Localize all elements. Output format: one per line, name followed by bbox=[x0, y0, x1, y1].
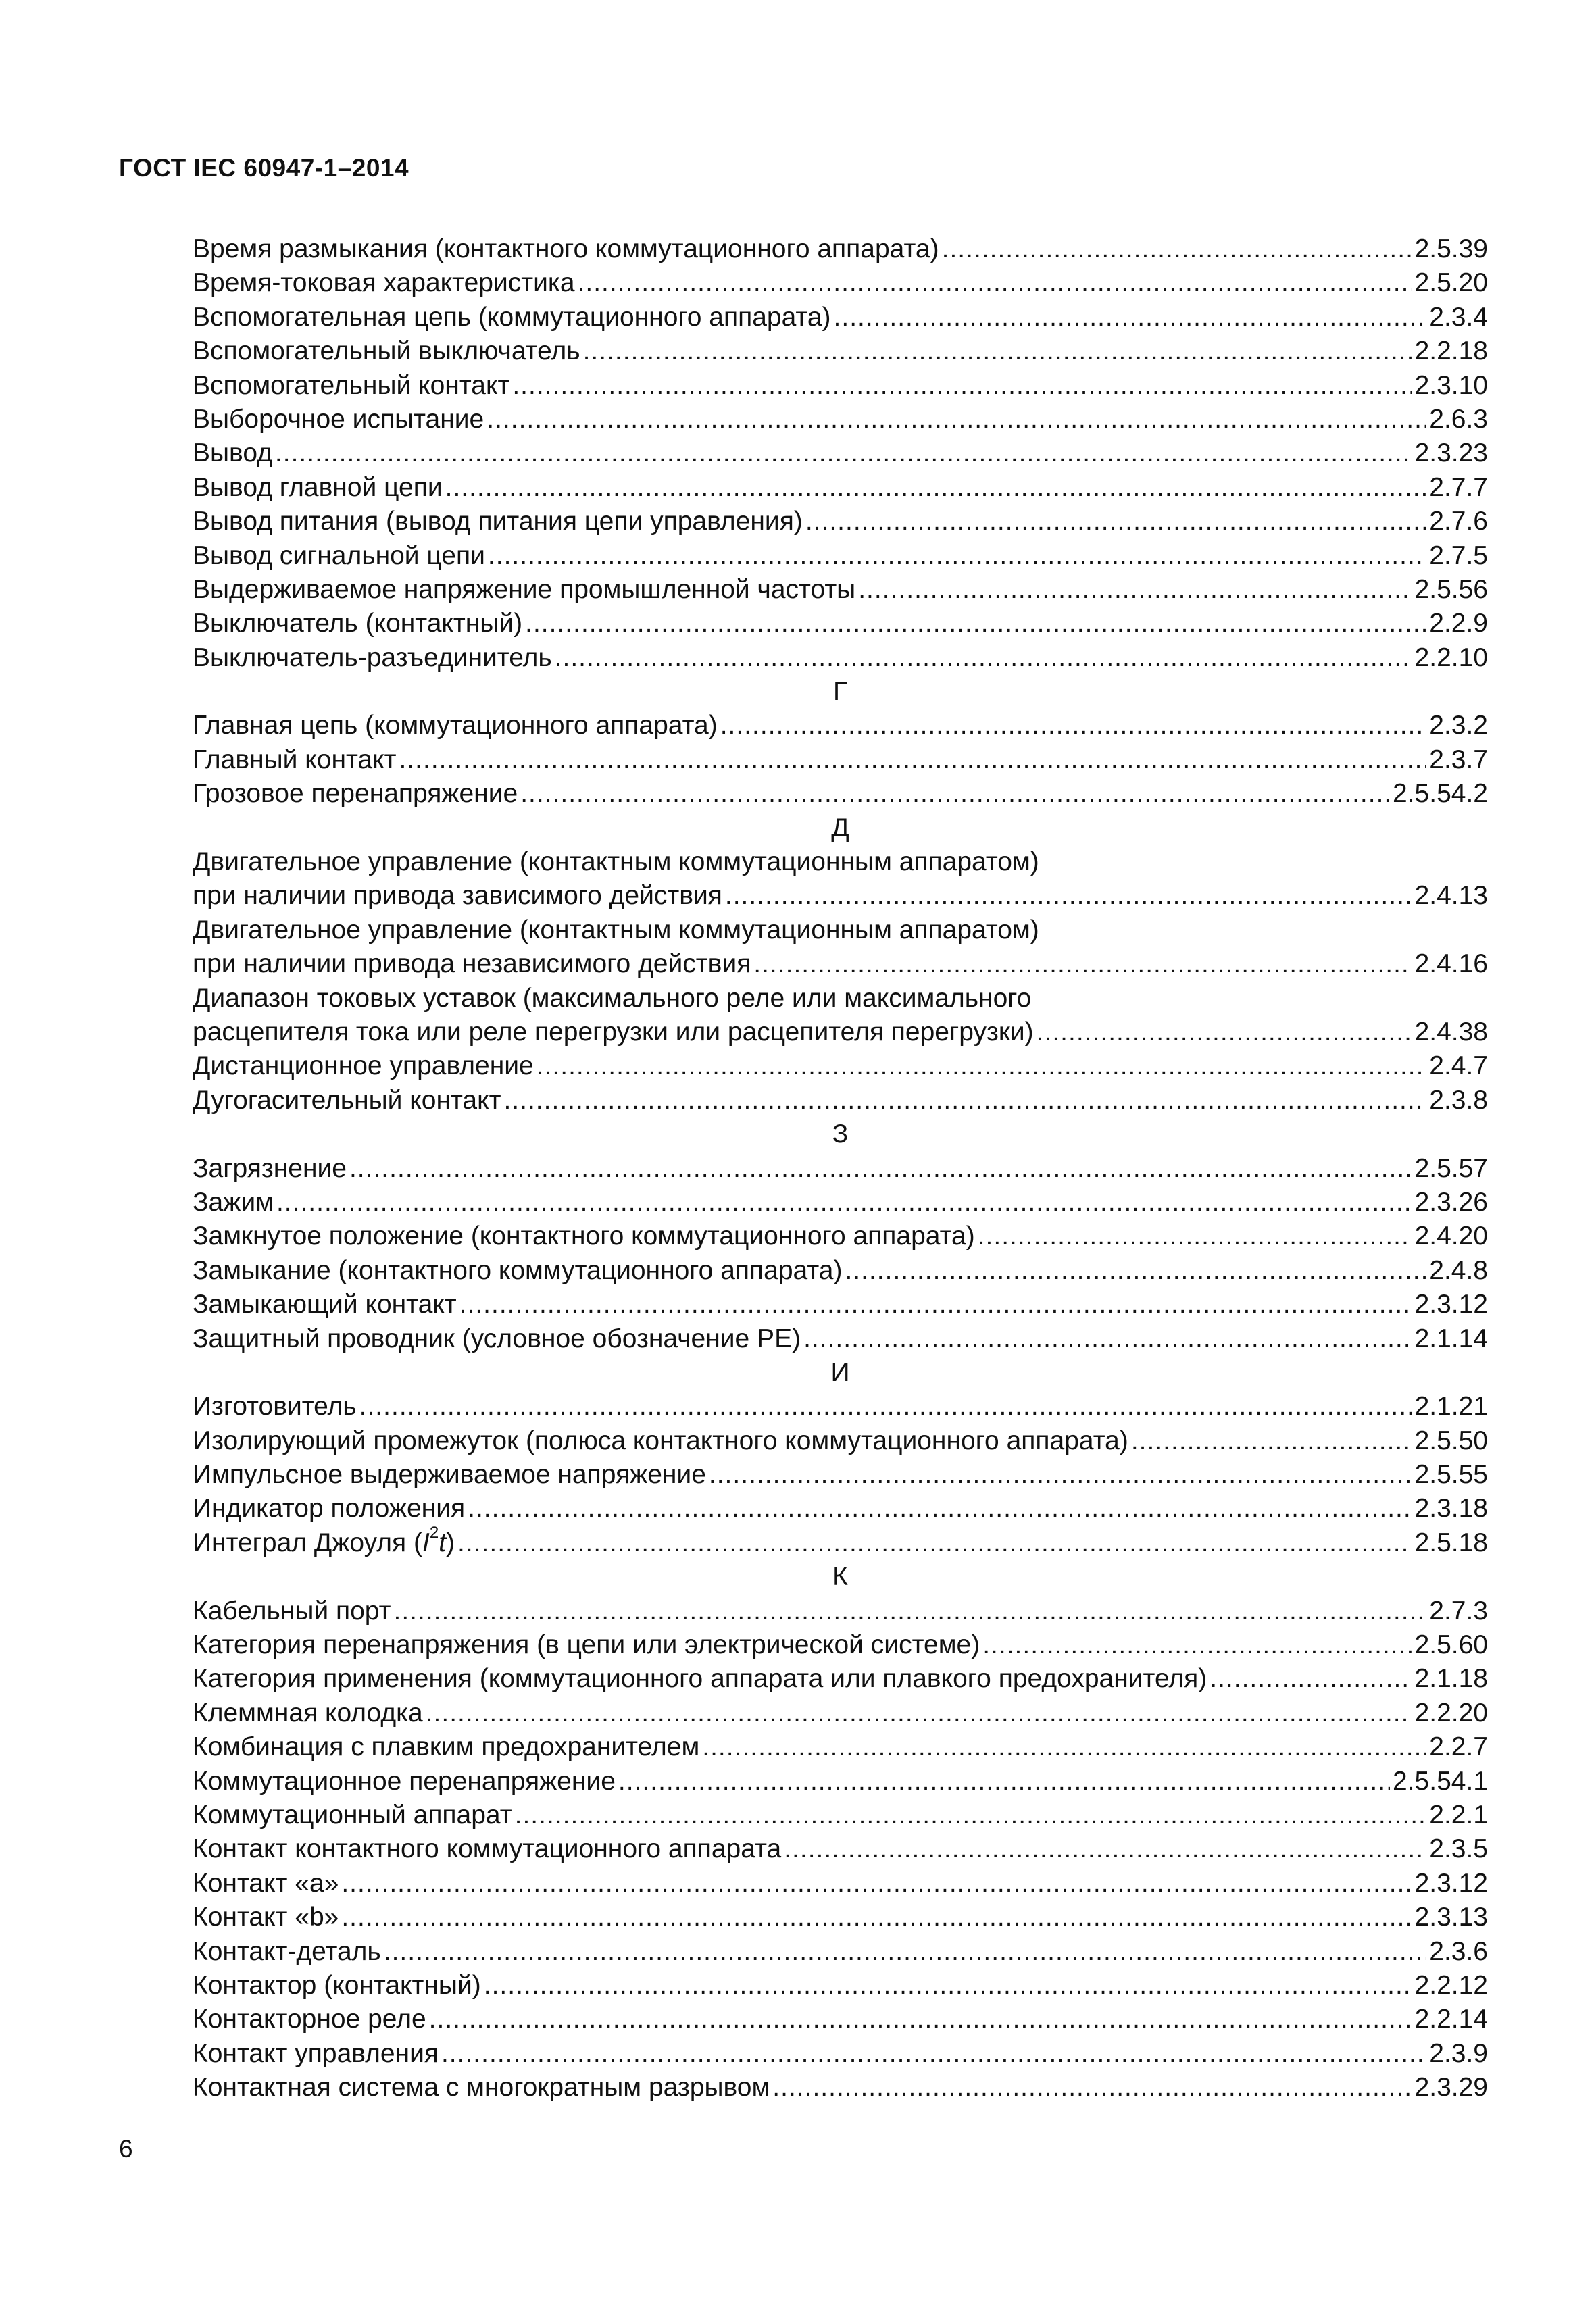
index-entry bbox=[193, 1152, 1488, 1186]
index-term: Коммутационное перенапряжение bbox=[193, 1766, 616, 1796]
index-ref: 2.2.18 bbox=[1414, 336, 1488, 366]
index-ref: 2.2.20 bbox=[1414, 1698, 1488, 1728]
index-term: Время-токовая характеристика bbox=[193, 268, 575, 298]
index-term: Кабельный порт bbox=[193, 1596, 391, 1626]
index-term: Контакт контактного коммутационного аппарата bbox=[193, 1834, 782, 1864]
index-ref: 2.7.7 bbox=[1429, 472, 1488, 502]
index-term: Замыкающий контакт bbox=[193, 1290, 457, 1319]
index-term: Контактная система с многократным разрывом bbox=[193, 2073, 770, 2103]
index-term: Главная цепь (коммутационного аппарата) bbox=[193, 711, 718, 740]
dot-leader bbox=[487, 403, 1426, 436]
index-term: Коммутационный аппарат bbox=[193, 1800, 512, 1830]
index-term: Выключатель (контактный) bbox=[193, 609, 523, 638]
index-ref: 2.3.23 bbox=[1414, 438, 1488, 468]
index-ref: 2.1.18 bbox=[1414, 1664, 1488, 1694]
dot-leader bbox=[784, 1832, 1426, 1866]
index-entry bbox=[193, 1867, 1488, 1901]
index-ref: 2.5.54.1 bbox=[1393, 1766, 1488, 1796]
index-entry bbox=[193, 232, 1488, 266]
index-term: Замкнутое положение (контактного коммутационного аппарата) bbox=[193, 1222, 975, 1251]
index-entry bbox=[193, 1424, 1488, 1458]
dot-leader bbox=[349, 1152, 1412, 1186]
index-ref: 2.4.20 bbox=[1414, 1222, 1488, 1251]
dot-leader bbox=[618, 1765, 1390, 1799]
index-ref: 2.7.5 bbox=[1429, 540, 1488, 570]
index-term: Изолирующий промежуток (полюса контактного коммутационного аппарата) bbox=[193, 1426, 1128, 1455]
index-term: Замыкание (контактного коммутационного аппарата) bbox=[193, 1255, 843, 1285]
dot-leader bbox=[982, 1628, 1412, 1662]
dot-leader bbox=[275, 436, 1412, 470]
index-ref: 2.3.2 bbox=[1429, 711, 1488, 740]
index-term: Категория перенапряжения (в цепи или электрической системе) bbox=[193, 1630, 980, 1660]
index-term: Вывод главной цепи bbox=[193, 472, 443, 502]
index-ref: 2.3.6 bbox=[1429, 1936, 1488, 1966]
index-entry bbox=[193, 1594, 1488, 1628]
letter-label: Д bbox=[831, 813, 849, 842]
index-entry bbox=[193, 436, 1488, 470]
dot-leader bbox=[393, 1594, 1426, 1628]
index-term: Выдерживаемое напряжение промышленной частоты bbox=[193, 574, 856, 604]
index-entry bbox=[193, 1901, 1488, 1934]
index-entry bbox=[193, 301, 1488, 334]
index-ref: 2.2.10 bbox=[1414, 643, 1488, 672]
index-entry bbox=[193, 573, 1488, 607]
index-ref: 2.4.7 bbox=[1429, 1051, 1488, 1081]
index-letter-heading bbox=[193, 1356, 1488, 1390]
index-letter-heading bbox=[193, 811, 1488, 845]
index-entry bbox=[193, 743, 1488, 777]
index-ref: 2.3.13 bbox=[1414, 1903, 1488, 1932]
dot-leader bbox=[1210, 1662, 1412, 1696]
symbol-base: I bbox=[422, 1528, 430, 1557]
index-ref: 2.5.39 bbox=[1414, 234, 1488, 263]
index-entry bbox=[193, 1492, 1488, 1526]
index-entry bbox=[193, 1219, 1488, 1253]
index-term: Дистанционное управление bbox=[193, 1051, 534, 1081]
letter-label: Г bbox=[832, 677, 848, 707]
index-term: Импульсное выдерживаемое напряжение bbox=[193, 1460, 706, 1490]
index-entry bbox=[193, 1799, 1488, 1832]
index-term: Вывод сигнальной цепи bbox=[193, 540, 485, 570]
index-ref: 2.5.55 bbox=[1414, 1460, 1488, 1490]
index-term: Изготовитель bbox=[193, 1392, 357, 1422]
index-ref: 2.3.18 bbox=[1414, 1494, 1488, 1524]
page-number: 6 bbox=[119, 2135, 133, 2163]
dot-leader bbox=[702, 1730, 1426, 1764]
index-term: Клеммная колодка bbox=[193, 1698, 423, 1728]
index-ref: 2.3.12 bbox=[1414, 1868, 1488, 1898]
index-entry bbox=[193, 1458, 1488, 1492]
dot-leader bbox=[459, 1288, 1412, 1322]
dot-leader bbox=[520, 777, 1390, 811]
index-entry bbox=[193, 266, 1488, 300]
index-ref: 2.4.13 bbox=[1414, 881, 1488, 911]
dot-leader bbox=[772, 2071, 1412, 2105]
index-term: Главный контакт bbox=[193, 745, 397, 774]
index-term: Двигательное управление (контактным коммутационным аппаратом) bbox=[193, 847, 1039, 877]
index-ref: 2.3.12 bbox=[1414, 1290, 1488, 1319]
index-entry bbox=[193, 1049, 1488, 1083]
index-ref: 2.2.14 bbox=[1414, 2005, 1488, 2034]
index-entry bbox=[193, 1288, 1488, 1322]
index-ref: 2.2.7 bbox=[1429, 1732, 1488, 1762]
index-entry bbox=[193, 1254, 1488, 1288]
dot-leader bbox=[578, 266, 1412, 300]
index-ref: 2.5.20 bbox=[1414, 268, 1488, 298]
index-entry bbox=[193, 1084, 1488, 1117]
dot-leader bbox=[583, 334, 1412, 368]
dot-leader bbox=[1131, 1424, 1412, 1458]
index-ref: 2.3.9 bbox=[1429, 2038, 1488, 2068]
index-term: Загрязнение bbox=[193, 1153, 347, 1183]
dot-leader bbox=[512, 369, 1412, 403]
index-term: Двигательное управление (контактным коммутационным аппаратом) bbox=[193, 915, 1039, 945]
index-entry bbox=[193, 777, 1488, 811]
index-ref: 2.4.38 bbox=[1414, 1017, 1488, 1047]
index-entry bbox=[193, 471, 1488, 505]
dot-leader bbox=[441, 2037, 1426, 2071]
index-letter-heading bbox=[193, 1560, 1488, 1594]
index-ref: 2.6.3 bbox=[1429, 404, 1488, 434]
dot-leader bbox=[503, 1084, 1426, 1117]
index-entry bbox=[193, 1730, 1488, 1764]
index-entry bbox=[193, 1969, 1488, 2003]
dot-leader bbox=[845, 1254, 1426, 1288]
index-entry bbox=[193, 1390, 1488, 1424]
index-entry bbox=[193, 1523, 1488, 1560]
index-term: Контакт «b» bbox=[193, 1903, 339, 1932]
index-term: Комбинация с плавким предохранителем bbox=[193, 1732, 700, 1762]
index-term: при наличии привода зависимого действия bbox=[193, 881, 722, 911]
index-term bbox=[193, 1523, 455, 1560]
symbol-superscript: 2 bbox=[429, 1523, 439, 1542]
dot-leader bbox=[834, 301, 1427, 334]
index-letter-heading bbox=[193, 1117, 1488, 1151]
index-ref: 2.3.10 bbox=[1414, 370, 1488, 400]
index-term: Вывод bbox=[193, 438, 272, 468]
index-entry bbox=[193, 641, 1488, 675]
index-ref: 2.5.50 bbox=[1414, 1426, 1488, 1455]
dot-leader bbox=[525, 607, 1426, 640]
index-ref: 2.7.3 bbox=[1429, 1596, 1488, 1626]
index-term: Контакт-деталь bbox=[193, 1936, 381, 1966]
dot-leader bbox=[468, 1492, 1412, 1526]
index-term: Зажим bbox=[193, 1187, 274, 1217]
index-entry bbox=[193, 2071, 1488, 2105]
index-ref: 2.4.16 bbox=[1414, 949, 1488, 979]
term-suffix: ) bbox=[446, 1528, 455, 1557]
index-ref: 2.5.18 bbox=[1414, 1528, 1488, 1557]
index-term: Контакт управления bbox=[193, 2038, 439, 2068]
index-ref: 2.5.56 bbox=[1414, 574, 1488, 604]
index-ref: 2.2.9 bbox=[1429, 609, 1488, 638]
index-term: Диапазон токовых уставок (максимального реле или максимального bbox=[193, 983, 1032, 1013]
dot-leader bbox=[515, 1799, 1427, 1832]
index-entry bbox=[193, 2037, 1488, 2071]
dot-leader bbox=[555, 641, 1412, 675]
index-ref: 2.2.12 bbox=[1414, 1970, 1488, 2000]
dot-leader bbox=[276, 1186, 1412, 1219]
index-term: Выборочное испытание bbox=[193, 404, 484, 434]
index-ref: 2.3.7 bbox=[1429, 745, 1488, 774]
index-ref: 2.3.5 bbox=[1429, 1834, 1488, 1864]
index-letter-heading bbox=[193, 675, 1488, 709]
index-ref: 2.1.14 bbox=[1414, 1324, 1488, 1353]
dot-leader bbox=[445, 471, 1427, 505]
dot-leader bbox=[484, 1969, 1412, 2003]
index-entry bbox=[193, 1662, 1488, 1696]
document-header: ГОСТ IEC 60947-1–2014 bbox=[119, 154, 409, 182]
index-entry bbox=[193, 1696, 1488, 1730]
index-ref: 2.3.29 bbox=[1414, 2073, 1488, 2103]
term-prefix: Интеграл Джоуля ( bbox=[193, 1528, 422, 1557]
dot-leader bbox=[341, 1867, 1412, 1901]
index-entry bbox=[193, 403, 1488, 436]
index-entry-line bbox=[193, 913, 1488, 947]
dot-leader bbox=[457, 1526, 1412, 1560]
index-entry bbox=[193, 2003, 1488, 2036]
dot-leader bbox=[429, 2003, 1412, 2036]
index-entry bbox=[193, 334, 1488, 368]
index-entry bbox=[193, 1322, 1488, 1356]
dot-leader bbox=[488, 539, 1426, 573]
index-ref: 2.5.57 bbox=[1414, 1153, 1488, 1183]
dot-leader bbox=[709, 1458, 1412, 1492]
index-term: расцепителя тока или реле перегрузки или расцепителя перегрузки) bbox=[193, 1017, 1034, 1047]
index-entry-line bbox=[193, 982, 1488, 1015]
index-ref: 2.3.26 bbox=[1414, 1187, 1488, 1217]
dot-leader bbox=[942, 232, 1412, 266]
letter-label: И bbox=[830, 1357, 850, 1387]
index-entry bbox=[193, 539, 1488, 573]
index-term: при наличии привода независимого действия bbox=[193, 949, 751, 979]
dot-leader bbox=[858, 573, 1412, 607]
symbol-tail: t bbox=[439, 1528, 447, 1557]
index-term: Вспомогательный выключатель bbox=[193, 336, 580, 366]
index-entry bbox=[193, 1015, 1488, 1049]
index-entry bbox=[193, 1628, 1488, 1662]
index-entry bbox=[193, 1765, 1488, 1799]
dot-leader bbox=[753, 947, 1412, 981]
index-entry bbox=[193, 607, 1488, 640]
index-term: Дугогасительный контакт bbox=[193, 1085, 501, 1115]
dot-leader bbox=[803, 1322, 1412, 1356]
index-ref: 2.1.21 bbox=[1414, 1392, 1488, 1422]
index-ref: 2.3.4 bbox=[1429, 302, 1488, 332]
dot-leader bbox=[725, 879, 1412, 913]
dot-leader bbox=[1037, 1015, 1412, 1049]
index-term: Грозовое перенапряжение bbox=[193, 779, 518, 809]
index-ref: 2.3.8 bbox=[1429, 1085, 1488, 1115]
dot-leader bbox=[359, 1390, 1412, 1424]
index-term: Контактор (контактный) bbox=[193, 1970, 481, 2000]
letter-label: З bbox=[832, 1120, 849, 1149]
index-term: Выключатель-разъединитель bbox=[193, 643, 552, 672]
index-term: Время размыкания (контактного коммутационного аппарата) bbox=[193, 234, 939, 263]
index-ref: 2.5.60 bbox=[1414, 1630, 1488, 1660]
index-term: Контакт «а» bbox=[193, 1868, 339, 1898]
index-term: Защитный проводник (условное обозначение PE) bbox=[193, 1324, 801, 1353]
index-entry bbox=[193, 505, 1488, 538]
dot-leader bbox=[384, 1935, 1426, 1969]
dot-leader bbox=[537, 1049, 1427, 1083]
index-ref: 2.7.6 bbox=[1429, 507, 1488, 536]
index-list bbox=[193, 232, 1488, 2105]
letter-label: К bbox=[832, 1562, 848, 1592]
dot-leader bbox=[978, 1219, 1412, 1253]
index-entry bbox=[193, 1935, 1488, 1969]
index-term: Контакторное реле bbox=[193, 2005, 426, 2034]
dot-leader bbox=[805, 505, 1426, 538]
dot-leader bbox=[426, 1696, 1412, 1730]
dot-leader bbox=[399, 743, 1427, 777]
index-ref: 2.4.8 bbox=[1429, 1255, 1488, 1285]
index-entry bbox=[193, 879, 1488, 913]
index-ref: 2.2.1 bbox=[1429, 1800, 1488, 1830]
index-ref: 2.5.54.2 bbox=[1393, 779, 1488, 809]
index-entry bbox=[193, 1186, 1488, 1219]
index-entry bbox=[193, 1832, 1488, 1866]
index-entry bbox=[193, 369, 1488, 403]
dot-leader bbox=[341, 1901, 1412, 1934]
dot-leader bbox=[720, 709, 1427, 743]
index-term: Вывод питания (вывод питания цепи управления) bbox=[193, 507, 803, 536]
index-term: Вспомогательный контакт bbox=[193, 370, 510, 400]
index-term: Категория применения (коммутационного аппарата или плавкого предохранителя) bbox=[193, 1664, 1207, 1694]
index-term: Индикатор положения bbox=[193, 1494, 466, 1524]
index-entry bbox=[193, 709, 1488, 743]
index-entry bbox=[193, 947, 1488, 981]
index-entry-line bbox=[193, 845, 1488, 879]
index-term: Вспомогательная цепь (коммутационного аппарата) bbox=[193, 302, 831, 332]
